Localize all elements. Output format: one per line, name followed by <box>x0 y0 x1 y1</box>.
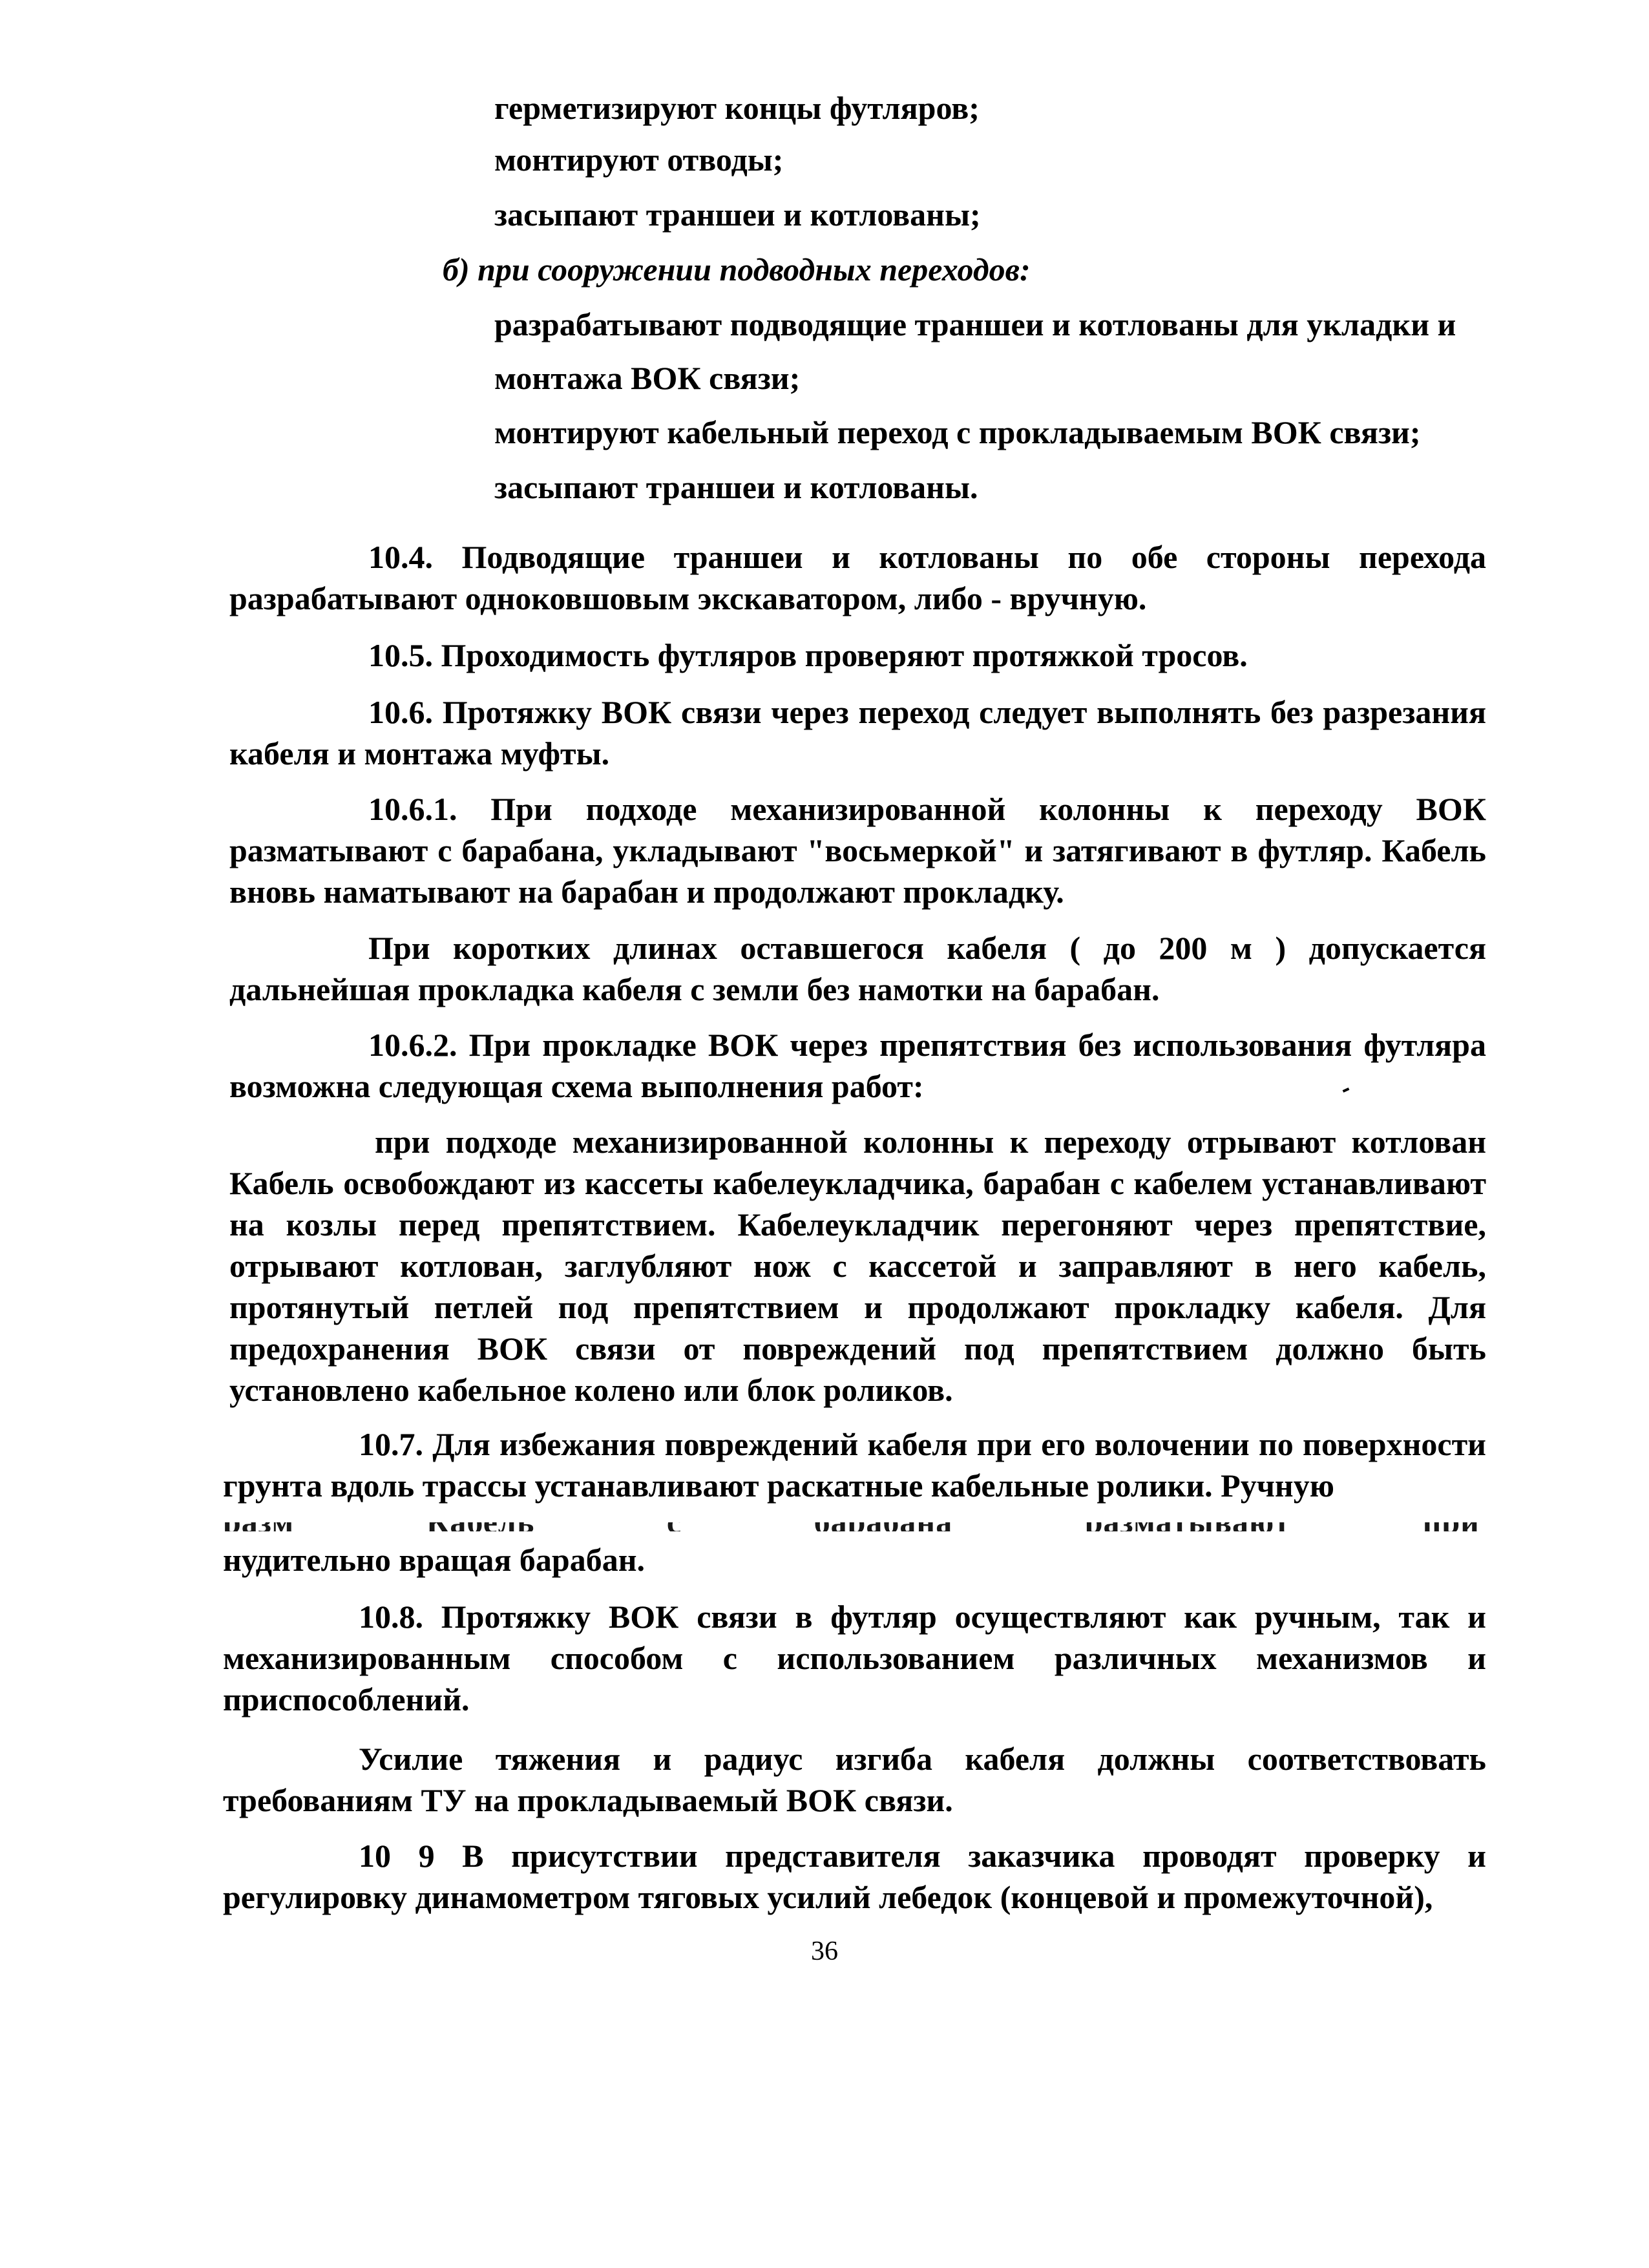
paragraph-10-6-2: 10.6.2. При прокладке ВОК через препятствия без использования футляра возможна следующая схема выполнения работ: <box>229 1027 1486 1104</box>
list-item: засыпают траншеи и котлованы; <box>494 196 981 233</box>
paragraph-10-6-1: 10.6.1. При подходе механизированной колонны к переходу ВОК разматывают с барабана, укладывают "восьмеркой" и затягивают в футляр. Кабель вновь наматывают на барабан и продолжают прокладку. <box>229 791 1486 910</box>
paragraph-10-7-end: нудительно вращая барабан. <box>223 1542 646 1578</box>
paragraph-10-6: 10.6. Протяжку ВОК связи через переход следует выполнять без разрезания кабеля и монтажа муфты. <box>229 694 1486 772</box>
list-item: монтируют отводы; <box>494 142 784 178</box>
paragraph-10-9: 10 9 В присутствии представителя заказчика проводят проверку и регулировку динамометром тяговых усилий лебедок (концевой и промежуточной), <box>223 1838 1486 1915</box>
paragraph-kotlovan: при подходе механизированной колонны к переходу отрывают котлован Кабель освобождают из кассеты кабелеукладчика, барабан с кабелем устанавливают на козлы перед препятствием. Кабелеукладчик перегоняют через препятствие, отрывают котлован, заглубляют нож с кассетой и заправляют в него кабель, протянутый петлей под препятствием и продолжают прокладку кабеля. Для предохранения ВОК связи от повреждений под препятствием должно быть установлено кабельное колено или блок роликов. <box>229 1124 1486 1408</box>
page-number: 36 <box>811 1937 838 1966</box>
paragraph-short-lengths: При коротких длинах оставшегося кабеля ( до 200 м ) допускается дальнейшая прокладка кабеля с земли без намотки на барабан. <box>229 930 1486 1007</box>
list-item: засыпают траншеи и котлованы. <box>494 469 978 505</box>
list-item: герметизируют концы футляров; <box>494 90 980 126</box>
list-item: монтажа ВОК связи; <box>494 360 801 396</box>
paragraph-10-4: 10.4. Подводящие траншеи и котлованы по обе стороны перехода разрабатывают одноковшовым экскаватором, либо - вручную. <box>229 539 1486 616</box>
paragraph-10-5: 10.5. Проходимость футляров проверяют протяжкой тросов. <box>368 637 1248 673</box>
list-item: монтируют кабельный переход с прокладываемым ВОК связи; <box>494 414 1421 450</box>
subheading: б) при сооружении подводных переходов: <box>443 251 1031 288</box>
paragraph-usilie: Усилие тяжения и радиус изгиба кабеля должны соответствовать требованиям ТУ на прокладываемый ВОК связи. <box>223 1741 1486 1818</box>
paragraph-10-7: 10.7. Для избежания повреждений кабеля при его волочении по поверхности грунта вдоль трассы устанавливают раскатные кабельные ролики. Ручную <box>223 1426 1486 1504</box>
faded-line-mask <box>223 1506 1480 1522</box>
paragraph-10-8: 10.8. Протяжку ВОК связи в футляр осуществляют как ручным, так и механизированным способом с использованием различных механизмов и приспособлений. <box>223 1599 1486 1717</box>
list-item: разрабатывают подводящие траншеи и котлованы для укладки и <box>494 306 1456 342</box>
faded-line <box>223 1506 1480 1531</box>
